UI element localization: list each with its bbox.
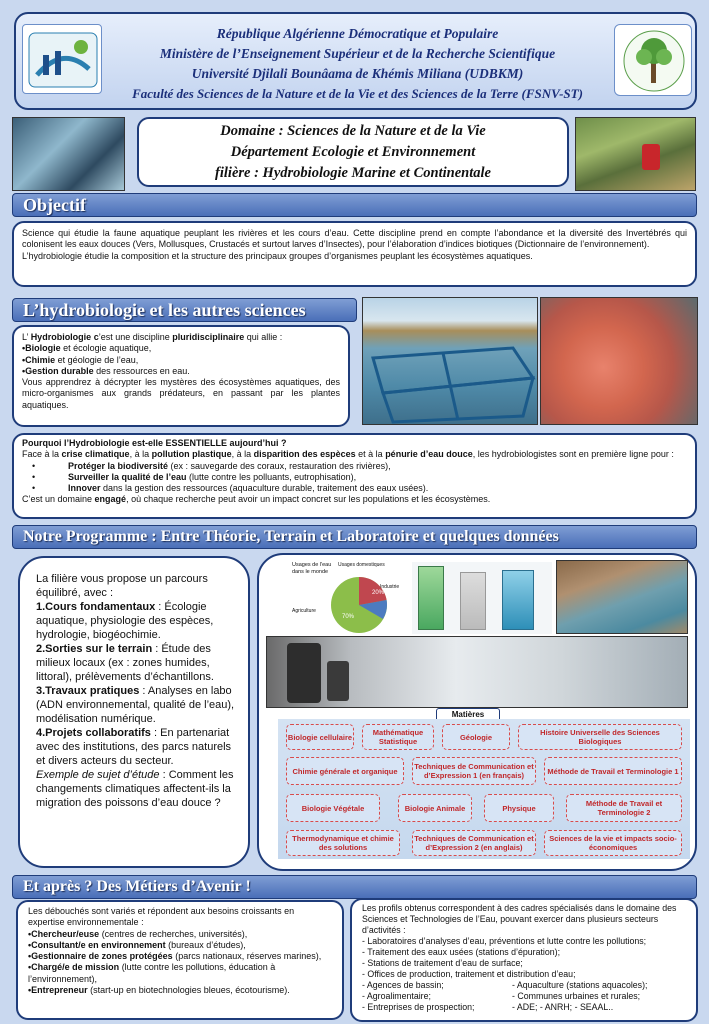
essentielle-item-1: • Protéger la biodiversité (ex : sauvegarde des coraux, restauration des rivières), xyxy=(32,460,391,471)
metier-5 xyxy=(28,985,332,996)
essentielle-ending xyxy=(22,494,687,505)
sciences-bullet-1 xyxy=(22,343,340,354)
profils-box xyxy=(350,898,698,1022)
metier-3 xyxy=(28,951,332,962)
objectif-paragraph-2: L’hydrobiologie étudie la composition et la structure des principaux groupes d’organismes peuplant les écosystèmes aquatiques. xyxy=(22,250,533,261)
domain-line-3: filière : Hydrobiologie Marine et Continentale xyxy=(215,165,491,181)
matiere-physique: Physique xyxy=(484,794,554,822)
metier-2-bold: •Consultant/e en environnement xyxy=(28,939,166,950)
essentielle-sentence xyxy=(22,449,687,460)
matiere-histoire: Histoire Universelle des Sciences Biologiques xyxy=(518,724,682,750)
ess-s8: pénurie d’eau douce xyxy=(385,449,473,460)
prog-i2-bold: 2.Sorties sur le terrain xyxy=(36,643,153,655)
programme-example xyxy=(36,768,236,810)
essentielle-box xyxy=(12,433,697,519)
pie-label-agri: Agriculture xyxy=(292,608,316,614)
sciences-intro-d: pluridisciplinaire xyxy=(172,332,245,342)
pie-label-usages: Usages domestiques xyxy=(338,562,385,568)
programme-item-1 xyxy=(36,600,236,642)
programme-item-3 xyxy=(36,684,236,726)
sciences-bullet-2 xyxy=(22,355,340,366)
photo-field-sampling xyxy=(575,117,696,191)
ess-i3-text: dans la gestion des ressources (aquaculture durable, traitement des eaux usées). xyxy=(100,483,429,494)
ess-s3: , à la xyxy=(129,449,152,460)
metier-1-text: (centres de recherches, universités), xyxy=(99,928,248,939)
section-metiers-title: Et après ? Des Métiers d’Avenir ! xyxy=(12,875,697,899)
profils-l7b: - ADE; - ANRH; - SEAAL.. xyxy=(512,1002,614,1012)
section-programme-title: Notre Programme : Entre Théorie, Terrain et Laboratoire et quelques données xyxy=(12,525,697,549)
ess-s2: crise climatique xyxy=(61,449,130,460)
essentielle-question: Pourquoi l’Hydrobiologie est-elle ESSENTIELLE aujourd’hui ? xyxy=(22,438,287,448)
faculty-logo xyxy=(614,24,692,96)
profils-line-2: - Traitement des eaux usées (stations d’épuration); xyxy=(362,947,561,957)
matiere-chimie: Chimie générale et organique xyxy=(286,757,404,785)
photo-fish-tank xyxy=(540,297,698,425)
ess-e2: engagé xyxy=(94,494,127,505)
profils-line-4: - Offices de production, traitement et distribution d’eau; xyxy=(362,969,576,979)
metier-2-text: (bureaux d’études), xyxy=(165,939,246,950)
profils-line-3: - Stations de traitement d’eau de surface; xyxy=(362,958,523,968)
sciences-b2-text: et géologie de l’eau, xyxy=(55,354,139,365)
pie-pct-agri: 70% xyxy=(342,614,355,620)
photo-water-hand xyxy=(12,117,125,191)
sciences-b1-bold: •Biologie xyxy=(22,343,61,354)
ess-s7: et à la xyxy=(355,449,386,460)
metier-3-text: (parcs nationaux, réserves marines), xyxy=(172,951,322,962)
ess-e3: , où chaque recherche peut avoir un impact concret sur les populations et les écosystèmes. xyxy=(126,494,491,505)
image-water-volumes xyxy=(412,562,552,634)
pie-chart-svg xyxy=(328,574,390,636)
sciences-b3-bold: •Gestion durable xyxy=(22,365,94,376)
profils-l6a: - Agroalimentaire; xyxy=(362,991,431,1001)
matiere-bio-vegetale: Biologie Végétale xyxy=(286,794,380,822)
metier-4 xyxy=(28,962,332,985)
ess-i2-text: (lutte contre les polluants, eutrophisation), xyxy=(186,471,357,482)
matiere-math-stat: Mathématique Statistique xyxy=(362,724,434,750)
sciences-intro-a: L’ xyxy=(22,332,31,342)
prog-i1-bold: 1.Cours fondamentaux xyxy=(36,601,156,613)
profils-l7a: - Entreprises de prospection; xyxy=(362,1002,475,1012)
ess-s5: , à la xyxy=(231,449,254,460)
matieres-title: Matières xyxy=(436,708,500,722)
pie-pct-ind: 20% xyxy=(372,590,385,596)
metiers-box xyxy=(16,900,344,1020)
ess-s6: disparition des espèces xyxy=(253,449,356,460)
metiers-intro: Les débouchés sont variés et répondent aux besoins croissants en expertise environnementale : xyxy=(28,906,295,928)
photo-aquaculture-cages xyxy=(362,297,538,425)
header-banner xyxy=(14,12,697,110)
sciences-intro-c: ’est une discipline xyxy=(98,332,173,342)
aquaculture-nets-drawing xyxy=(363,298,539,426)
ess-s1: Face à la xyxy=(22,449,62,460)
metier-1 xyxy=(28,929,332,940)
domain-line-2: Département Ecologie et Environnement xyxy=(230,144,476,160)
profils-l5b: - Aquaculture (stations aquacoles); xyxy=(512,980,648,990)
sciences-outro: Vous apprendrez à décrypter les mystères des écosystèmes aquatiques, des micro-organismes aux grands prédateurs, en passant par les plantes aquatiques. xyxy=(22,377,340,410)
sciences-intro-e: qui allie : xyxy=(244,332,283,342)
sciences-b1-text: et écologie aquatique, xyxy=(60,343,152,354)
header-line-1: République Algérienne Démocratique et Populaire xyxy=(216,26,499,41)
pie-title: Usages de l'eau dans le monde xyxy=(292,562,332,575)
prog-ex-label: Exemple de sujet d’étude xyxy=(36,769,160,781)
photo-laboratory xyxy=(266,636,688,708)
prog-i2-text: : Étude des milieux locaux (ex : zones humides, littoral), prélèvements d’échantillons. xyxy=(36,643,214,683)
header-line-2: Ministère de l’Enseignement Supérieur et de la Recherche Scientifique xyxy=(159,46,556,61)
profils-line-6 xyxy=(362,991,686,1002)
matiere-geologie: Géologie xyxy=(442,724,510,750)
objectif-paragraph-1: Science qui étudie la faune aquatique peuplant les rivières et les cours d’eau. Cette discipline prend en compte l’abondance et la diversité des Invertébrés qui colonisent les eaux douces (Vers, Mollusques, Crustacés et surtout larves d’Insectes), pour l’élaboration d’indices biotiques (Dictionnaire de l’environnement). xyxy=(22,228,687,250)
profils-line-1: - Laboratoires d’analyses d’eau, préventions et lutte contre les pollutions; xyxy=(362,936,647,946)
prog-i1-text: : Écologie aquatique, physiologie des espèces, hydrologie, biogéochimie. xyxy=(36,601,214,641)
matiere-bio-animale: Biologie Animale xyxy=(398,794,472,822)
profils-l6b: - Communes urbaines et rurales; xyxy=(512,991,641,1001)
essentielle-item-3: • Innover dans la gestion des ressources (aquaculture durable, traitement des eaux usées). xyxy=(32,483,429,494)
matiere-biologie-cellulaire: Biologie cellulaire xyxy=(286,724,354,750)
sciences-b3-text: des ressources en eau. xyxy=(93,365,190,376)
matiere-tce2: Techniques de Communication et d’Expression 2 (en anglais) xyxy=(412,830,536,856)
matiere-sciences-vie: Sciences de la vie et impacts socio-économiques xyxy=(544,830,682,856)
section-objectif-title: Objectif xyxy=(12,193,697,217)
programme-box xyxy=(18,556,250,868)
ess-i3-bold: Innover xyxy=(68,483,101,494)
header-line-4: Faculté des Sciences de la Nature et de la Vie et des Sciences de la Terre (FSNV-ST) xyxy=(132,86,583,101)
profils-l5a: - Agences de bassin; xyxy=(362,980,444,990)
metier-3-bold: •Gestionnaire de zones protégées xyxy=(28,951,173,962)
matiere-mtt2: Méthode de Travail et Terminologie 2 xyxy=(566,794,682,822)
prog-i3-bold: 3.Travaux pratiques xyxy=(36,685,140,697)
pie-label-industrie: Industrie xyxy=(380,584,400,590)
prog-i3-text: : Analyses en labo (ADN environnemental, qualité de l’eau), modélisation numérique. xyxy=(36,685,235,725)
pie-chart-panel xyxy=(290,560,410,636)
domain-box xyxy=(137,117,569,187)
sciences-intro xyxy=(22,332,340,343)
programme-item-4 xyxy=(36,726,236,768)
sciences-bullet-3 xyxy=(22,366,340,377)
ess-i1-text: (ex : sauvegarde des coraux, restauration des rivières), xyxy=(168,460,391,471)
matiere-thermo: Thermodynamique et chimie des solutions xyxy=(286,830,400,856)
ess-i1-bold: Protéger la biodiversité xyxy=(68,460,169,471)
matiere-tce1: Techniques de Communication et d’Expression 1 (en français) xyxy=(412,757,536,785)
profils-line-5 xyxy=(362,980,686,991)
objectif-box xyxy=(12,221,697,287)
photo-dam xyxy=(556,560,688,634)
metier-5-bold: •Entrepreneur xyxy=(28,985,88,996)
metier-5-text: (start-up en biotechnologies bleues, écotourisme). xyxy=(87,985,290,996)
ess-i2-bold: Surveiller la qualité de l’eau xyxy=(68,471,187,482)
matiere-mtt1: Méthode de Travail et Terminologie 1 xyxy=(544,757,682,785)
ess-e1: C’est un domaine xyxy=(22,494,95,505)
domain-line-1: Domaine : Sciences de la Nature et de la Vie xyxy=(220,123,486,139)
prog-ex-text: : Comment les changements climatiques affectent-ils la migration des poissons d’eau douce ? xyxy=(36,769,234,809)
prog-i4-bold: 4.Projets collaboratifs xyxy=(36,727,151,739)
faculty-tree-icon xyxy=(615,25,693,97)
metier-4-text: (lutte contre les pollutions, éducation à l’environnement), xyxy=(28,962,276,984)
ess-s4: pollution plastique xyxy=(151,449,232,460)
prog-i4-text: : En partenariat avec des institutions, des parcs naturels et divers acteurs du secteur. xyxy=(36,727,232,767)
ess-s9: , les hydrobiologistes sont en première ligne pour : xyxy=(472,449,674,460)
profils-intro: Les profils obtenus correspondent à des cadres spécialisés dans le domaine des Sciences et Technologies de l’Eau, pouvant exercer dans plusieurs secteurs d’activités : xyxy=(362,903,677,935)
header-line-3: Université Djilali Bounâama de Khémis Miliana (UDBKM) xyxy=(191,66,524,81)
profils-line-7 xyxy=(362,1002,686,1013)
sciences-intro-b: Hydrobiologie c xyxy=(30,332,99,342)
metier-2 xyxy=(28,940,332,951)
metier-4-bold: •Chargé/e de mission xyxy=(28,962,120,973)
sciences-box xyxy=(12,325,350,427)
metier-1-bold: •Chercheur/euse xyxy=(28,928,100,939)
programme-item-2 xyxy=(36,642,236,684)
section-sciences-title: L’hydrobiologie et les autres sciences xyxy=(12,298,357,322)
essentielle-item-2: • Surveiller la qualité de l’eau (lutte contre les polluants, eutrophisation), xyxy=(32,471,357,482)
sciences-b2-bold: •Chimie xyxy=(22,354,56,365)
programme-intro: La filière vous propose un parcours équilibré, avec : xyxy=(36,573,208,599)
